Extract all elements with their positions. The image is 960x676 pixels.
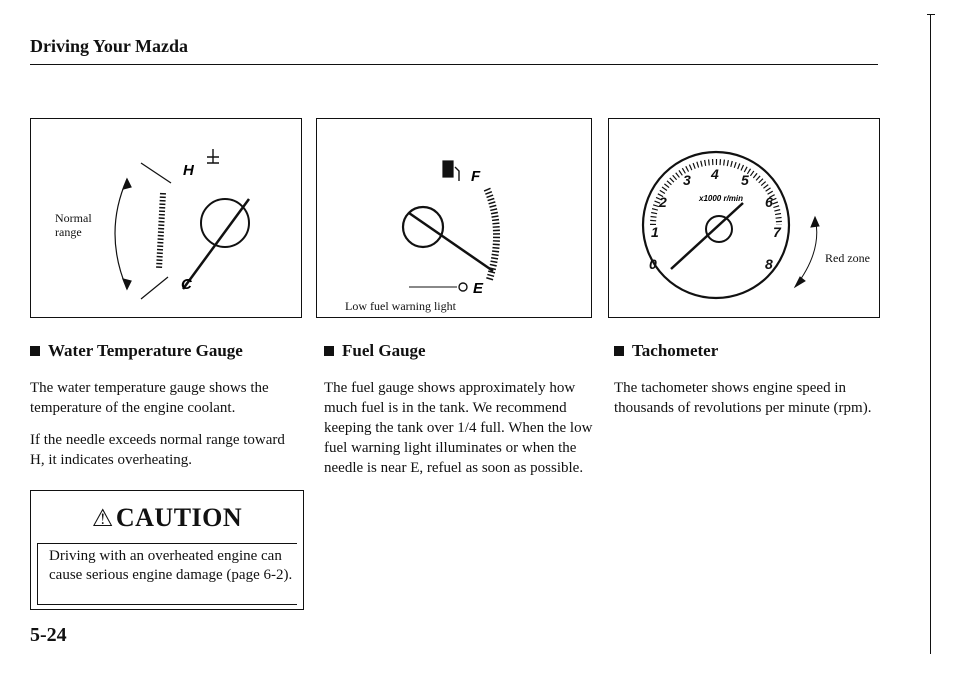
tach-tick-6: 6 [765,194,773,210]
water-temp-heading: Water Temperature Gauge [30,341,243,361]
cold-mark: C [181,276,192,293]
fuel-text [324,378,596,490]
tach-tick-8: 8 [765,256,773,272]
bullet-icon [30,346,40,356]
tach-tick-1: 1 [651,224,659,240]
low-fuel-warning-label: Low fuel warning light [345,299,456,313]
water-temp-paragraph-1: The water temperature gauge shows the temperature of the engine coolant. [30,380,269,416]
tach-tick-2: 2 [659,194,667,210]
page-title: Driving Your Mazda [30,36,189,56]
page-number: 5-24 [30,624,67,646]
empty-mark: E [473,280,484,297]
margin-rule [930,14,931,654]
red-zone-label: Red zone [825,251,870,265]
caution-text: Driving with an overheated engine can cause serious engine damage (page 6-2). [49,548,293,583]
water-temp-figure [30,118,302,318]
fuel-gauge-figure [316,118,592,318]
header-rule [30,64,878,65]
warning-triangle-icon: ⚠ [91,506,114,532]
water-temp-text [30,378,300,482]
tach-tick-3: 3 [683,172,691,188]
tachometer-figure [608,118,880,318]
tach-tick-0: 0 [649,256,657,272]
hot-mark: H [183,162,194,179]
tach-tick-5: 5 [741,172,749,188]
caution-box [30,490,304,610]
caution-title: ⚠CAUTION [91,503,243,532]
bullet-icon [324,346,334,356]
tach-tick-7: 7 [773,224,781,240]
tach-unit-label: x1000 r/min [699,194,744,203]
tachometer-text [614,378,876,430]
full-mark: F [471,168,481,185]
normal-range-label: Normal range [55,211,92,239]
tachometer-heading: Tachometer [614,341,718,361]
tach-tick-4: 4 [711,166,719,182]
margin-tick [927,14,935,15]
fuel-paragraph-1: The fuel gauge shows approximately how much fuel is in the tank. We recommend keeping the tank over 1/4 full. When the low fuel warning light illuminates or when the needle is near E, refuel as soon as possible. [324,380,593,476]
tachometer-paragraph-1: The tachometer shows engine speed in thousands of revolutions per minute (rpm). [614,380,872,416]
water-temp-paragraph-2: If the needle exceeds normal range toward H, it indicates overheating. [30,432,285,468]
fuel-heading: Fuel Gauge [324,341,426,361]
bullet-icon [614,346,624,356]
